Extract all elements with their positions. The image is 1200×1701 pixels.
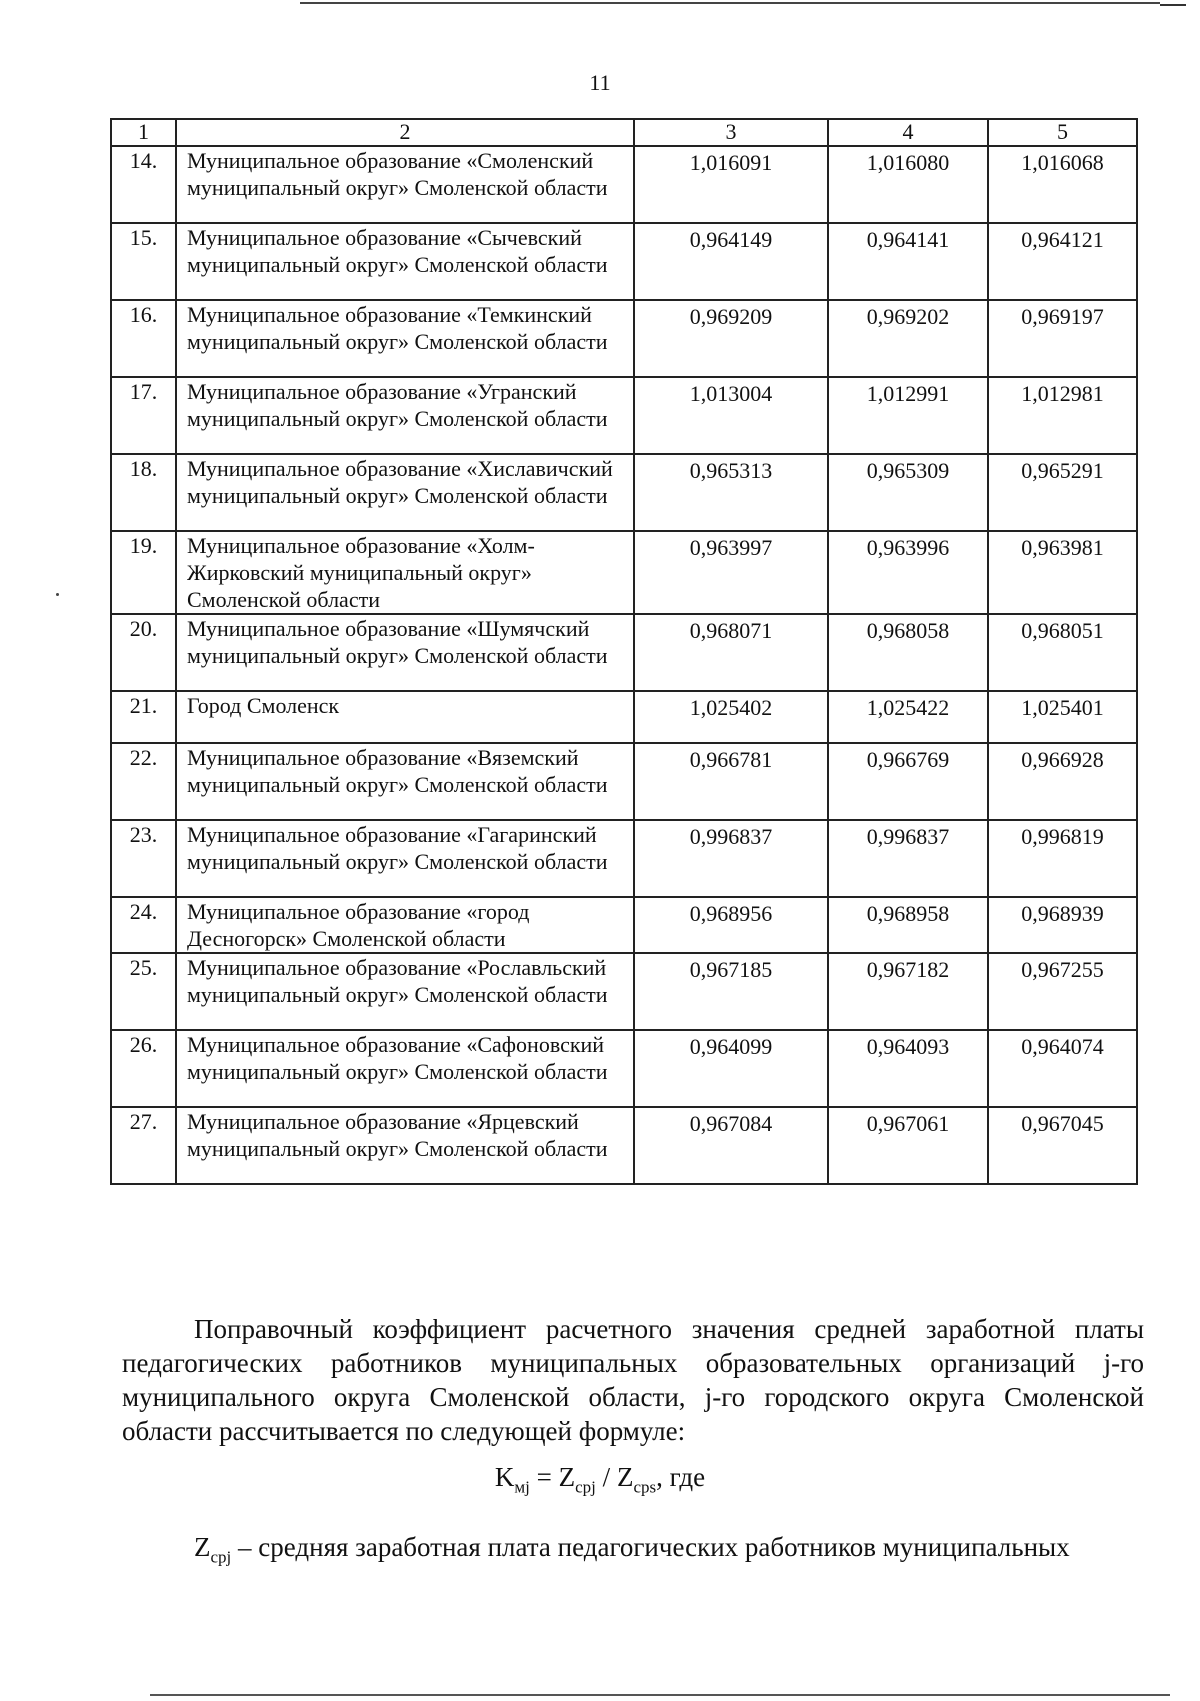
table-header (111, 119, 1137, 146)
coefficient-col-3: 1,016091 (634, 146, 828, 223)
formula-z1: Z (558, 1462, 576, 1492)
table-row (111, 223, 1137, 300)
row-number: 18. (111, 454, 176, 531)
row-number: 17. (111, 377, 176, 454)
coefficient-col-3: 0,967185 (634, 953, 828, 1030)
coefficient-col-4: 0,964141 (828, 223, 988, 300)
municipality-name: Муниципальное образование «Темкинский муниципальный округ» Смоленской области (176, 300, 634, 377)
formula (0, 1462, 1200, 1497)
row-number: 22. (111, 743, 176, 820)
coefficient-col-5: 0,996819 (988, 820, 1137, 897)
coefficient-col-5: 0,968939 (988, 897, 1137, 953)
formula-tail: , где (656, 1462, 706, 1492)
definition-text: – средняя заработная плата педагогических работников муниципальных (231, 1532, 1070, 1562)
coefficient-col-5: 0,964074 (988, 1030, 1137, 1107)
coefficient-col-3: 0,968956 (634, 897, 828, 953)
coefficient-col-5: 0,967045 (988, 1107, 1137, 1184)
table-row (111, 1030, 1137, 1107)
coefficient-col-3: 0,965313 (634, 454, 828, 531)
table-row (111, 614, 1137, 691)
coefficient-col-4: 1,012991 (828, 377, 988, 454)
table-row (111, 300, 1137, 377)
coefficient-col-5: 0,969197 (988, 300, 1137, 377)
header-row (111, 119, 1137, 146)
coefficient-col-4: 0,968058 (828, 614, 988, 691)
municipality-name: Муниципальное образование «Холм-Жирковский муниципальный округ» Смоленской области (176, 531, 634, 614)
paragraph-text: Поправочный коэффициент расчетного значения средней заработной платы педагогических работников муниципальных образовательных организаций j-го муниципального округа Смоленской области, j-го городского округа Смоленской области рассчитывается по следующей формуле: (122, 1314, 1144, 1446)
municipality-name: Муниципальное образование «Хиславичский муниципальный округ» Смоленской области (176, 454, 634, 531)
table-row (111, 820, 1137, 897)
coefficient-col-5: 1,025401 (988, 691, 1137, 743)
formula-z2: Z (616, 1462, 634, 1492)
row-number: 19. (111, 531, 176, 614)
row-number: 14. (111, 146, 176, 223)
scan-artifact-dot (56, 593, 59, 596)
page-number: 11 (589, 70, 611, 95)
coefficient-col-3: 0,996837 (634, 820, 828, 897)
coefficient-col-4: 0,967061 (828, 1107, 988, 1184)
coefficient-col-4: 0,963996 (828, 531, 988, 614)
coefficient-col-4: 0,964093 (828, 1030, 988, 1107)
coefficient-col-4: 0,967182 (828, 953, 988, 1030)
row-number: 16. (111, 300, 176, 377)
coefficient-col-5: 0,966928 (988, 743, 1137, 820)
table-row (111, 953, 1137, 1030)
coefficient-col-3: 0,963997 (634, 531, 828, 614)
formula-slash: / (595, 1462, 617, 1492)
table-body (111, 146, 1137, 1184)
coefficient-col-5: 0,968051 (988, 614, 1137, 691)
scan-artifact-top-right (1160, 4, 1186, 6)
formula-k-sub: мj (514, 1477, 530, 1497)
formula-equals: = (529, 1462, 559, 1492)
table-row (111, 146, 1137, 223)
coefficient-col-4: 0,968958 (828, 897, 988, 953)
coefficients-table (110, 118, 1138, 1185)
municipality-name: Муниципальное образование «Шумячский муниципальный округ» Смоленской области (176, 614, 634, 691)
coefficient-col-3: 0,969209 (634, 300, 828, 377)
row-number: 27. (111, 1107, 176, 1184)
coefficient-col-4: 0,966769 (828, 743, 988, 820)
definition-z: Z (194, 1532, 211, 1562)
row-number: 20. (111, 614, 176, 691)
coefficient-col-4: 1,025422 (828, 691, 988, 743)
header-col-2: 2 (176, 119, 634, 146)
table-row (111, 743, 1137, 820)
formula-z2-sub: cрs (633, 1477, 657, 1497)
table-row (111, 691, 1137, 743)
municipality-name: Муниципальное образование «Гагаринский муниципальный округ» Смоленской области (176, 820, 634, 897)
row-number: 25. (111, 953, 176, 1030)
municipality-name: Муниципальное образование «Угранский муниципальный округ» Смоленской области (176, 377, 634, 454)
row-number: 23. (111, 820, 176, 897)
formula-k: K (494, 1462, 515, 1492)
row-number: 15. (111, 223, 176, 300)
formula-z1-sub: cрj (575, 1477, 596, 1497)
municipality-name: Муниципальное образование «Сафоновский муниципальный округ» Смоленской области (176, 1030, 634, 1107)
table-row (111, 454, 1137, 531)
coefficient-col-4: 0,996837 (828, 820, 988, 897)
definition-z-sub: cрj (210, 1547, 232, 1567)
coefficient-col-3: 0,964099 (634, 1030, 828, 1107)
row-number: 26. (111, 1030, 176, 1107)
coefficient-col-5: 0,964121 (988, 223, 1137, 300)
municipality-name: Муниципальное образование «Вяземский муниципальный округ» Смоленской области (176, 743, 634, 820)
scan-artifact-bottom (150, 1694, 1170, 1696)
coefficient-col-5: 1,016068 (988, 146, 1137, 223)
coefficient-col-5: 0,963981 (988, 531, 1137, 614)
coefficient-col-5: 0,967255 (988, 953, 1137, 1030)
scan-artifact-top (300, 2, 1160, 4)
municipality-name: Муниципальное образование «Ярцевский муниципальный округ» Смоленской области (176, 1107, 634, 1184)
definition-paragraph (122, 1530, 1144, 1574)
header-col-5: 5 (988, 119, 1137, 146)
table-row (111, 1107, 1137, 1184)
coefficient-col-3: 1,025402 (634, 691, 828, 743)
header-col-4: 4 (828, 119, 988, 146)
table-row (111, 897, 1137, 953)
table-row (111, 377, 1137, 454)
table-row (111, 531, 1137, 614)
municipality-name: Муниципальное образование «Сычевский муниципальный округ» Смоленской области (176, 223, 634, 300)
row-number: 21. (111, 691, 176, 743)
coefficient-col-3: 0,967084 (634, 1107, 828, 1184)
header-col-3: 3 (634, 119, 828, 146)
row-number: 24. (111, 897, 176, 953)
coefficient-col-3: 0,968071 (634, 614, 828, 691)
coefficient-col-4: 0,965309 (828, 454, 988, 531)
coefficient-col-5: 1,012981 (988, 377, 1137, 454)
coefficient-col-5: 0,965291 (988, 454, 1137, 531)
municipality-name: Муниципальное образование «город Десногорск» Смоленской области (176, 897, 634, 953)
municipality-name: Муниципальное образование «Смоленский муниципальный округ» Смоленской области (176, 146, 634, 223)
coefficient-col-4: 0,969202 (828, 300, 988, 377)
coefficient-col-3: 1,013004 (634, 377, 828, 454)
header-col-1: 1 (111, 119, 176, 146)
coefficient-col-3: 0,964149 (634, 223, 828, 300)
coefficient-col-4: 1,016080 (828, 146, 988, 223)
coefficient-col-3: 0,966781 (634, 743, 828, 820)
municipality-name: Муниципальное образование «Рославльский муниципальный округ» Смоленской области (176, 953, 634, 1030)
municipality-name: Город Смоленск (176, 691, 634, 743)
body-paragraph (122, 1312, 1144, 1448)
